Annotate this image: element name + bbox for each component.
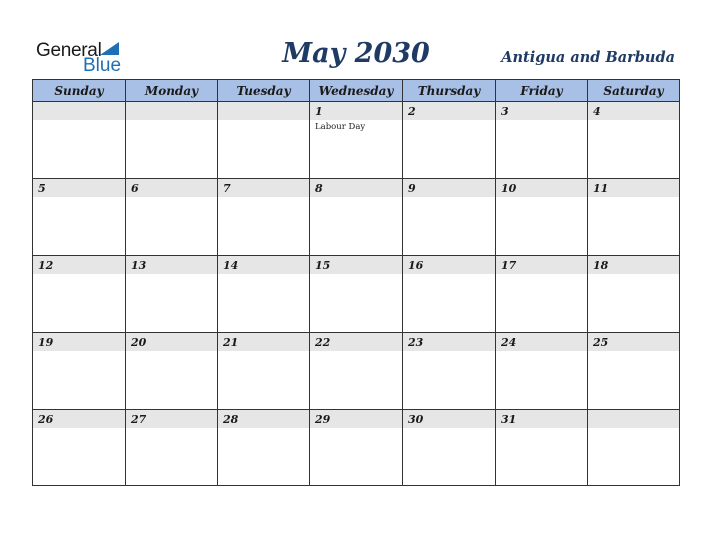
empty-day-cell xyxy=(218,102,310,179)
weekday-header-friday: Friday xyxy=(496,80,588,101)
day-cell-31 xyxy=(496,410,588,485)
empty-day-cell xyxy=(33,102,126,179)
day-number-band xyxy=(588,102,679,120)
day-number-band xyxy=(310,179,402,197)
day-number: 23 xyxy=(408,336,424,349)
day-number: 12 xyxy=(38,259,54,272)
day-number-band xyxy=(218,102,309,120)
day-cell-14 xyxy=(218,256,310,333)
day-cell-6 xyxy=(126,179,218,256)
weekday-header-saturday: Saturday xyxy=(603,84,664,98)
weekday-header-wednesday: Wednesday xyxy=(310,80,403,101)
day-cell-1 xyxy=(310,102,403,179)
weekday-header-row xyxy=(33,80,679,102)
day-cell-19 xyxy=(33,333,126,410)
day-number: 22 xyxy=(315,336,331,349)
day-cell-24 xyxy=(496,333,588,410)
holiday-label: Labour Day xyxy=(315,122,366,132)
day-number: 24 xyxy=(501,336,517,349)
day-number: 30 xyxy=(408,413,424,426)
day-number: 27 xyxy=(131,413,147,426)
day-cell-12 xyxy=(33,256,126,333)
day-number: 28 xyxy=(223,413,239,426)
day-number: 13 xyxy=(131,259,147,272)
day-number-band xyxy=(588,410,679,428)
day-cell-4 xyxy=(588,102,679,179)
day-cell-16 xyxy=(403,256,496,333)
day-number-band xyxy=(33,179,125,197)
day-cell-21 xyxy=(218,333,310,410)
empty-day-cell xyxy=(126,102,218,179)
weekday-header-tuesday: Tuesday xyxy=(218,80,310,101)
day-number: 11 xyxy=(593,182,609,195)
day-cell-5 xyxy=(33,179,126,256)
day-number-band xyxy=(403,102,495,120)
calendar-title: May 2030 xyxy=(282,38,430,69)
day-number: 20 xyxy=(131,336,147,349)
day-number: 17 xyxy=(501,259,517,272)
day-number-band xyxy=(496,102,587,120)
day-number: 21 xyxy=(223,336,239,349)
day-cell-17 xyxy=(496,256,588,333)
day-number-band xyxy=(310,102,402,120)
day-cell-29 xyxy=(310,410,403,485)
day-cell-10 xyxy=(496,179,588,256)
day-cell-8 xyxy=(310,179,403,256)
day-number: 16 xyxy=(408,259,424,272)
day-number: 26 xyxy=(38,413,54,426)
day-cell-25 xyxy=(588,333,679,410)
day-cell-28 xyxy=(218,410,310,485)
day-cell-15 xyxy=(310,256,403,333)
day-cell-18 xyxy=(588,256,679,333)
day-number: 31 xyxy=(501,413,517,426)
day-cell-23 xyxy=(403,333,496,410)
day-number: 29 xyxy=(315,413,331,426)
day-number: 5 xyxy=(38,182,46,195)
day-number: 18 xyxy=(593,259,609,272)
day-cell-2 xyxy=(403,102,496,179)
day-cell-20 xyxy=(126,333,218,410)
day-number: 14 xyxy=(223,259,239,272)
day-number: 6 xyxy=(131,182,139,195)
day-number: 3 xyxy=(501,105,509,118)
empty-day-cell xyxy=(588,410,679,485)
day-cell-26 xyxy=(33,410,126,485)
day-cell-9 xyxy=(403,179,496,256)
day-number: 1 xyxy=(315,105,323,118)
day-number-band xyxy=(126,179,217,197)
day-cell-13 xyxy=(126,256,218,333)
day-number: 15 xyxy=(315,259,331,272)
weekday-header-monday: Monday xyxy=(126,80,218,101)
calendar-grid xyxy=(32,79,680,486)
day-cell-22 xyxy=(310,333,403,410)
day-number: 8 xyxy=(315,182,323,195)
day-number: 2 xyxy=(408,105,416,118)
weekday-header-sunday: Sunday xyxy=(33,80,126,101)
day-cell-3 xyxy=(496,102,588,179)
logo-general-text: General xyxy=(36,40,102,61)
day-number: 4 xyxy=(593,105,601,118)
day-number: 19 xyxy=(38,336,54,349)
day-number: 10 xyxy=(501,182,517,195)
weekday-header-thursday: Thursday xyxy=(403,80,496,101)
day-cell-30 xyxy=(403,410,496,485)
country-name: Antigua and Barbuda xyxy=(501,49,675,66)
day-cell-11 xyxy=(588,179,679,256)
day-cell-7 xyxy=(218,179,310,256)
day-cell-27 xyxy=(126,410,218,485)
day-number-band xyxy=(33,102,125,120)
day-number-band xyxy=(126,102,217,120)
day-number: 25 xyxy=(593,336,609,349)
day-number-band xyxy=(218,179,309,197)
day-number: 9 xyxy=(408,182,416,195)
logo-blue-text: Blue xyxy=(83,55,122,76)
day-number: 7 xyxy=(223,182,231,195)
day-number-band xyxy=(403,179,495,197)
